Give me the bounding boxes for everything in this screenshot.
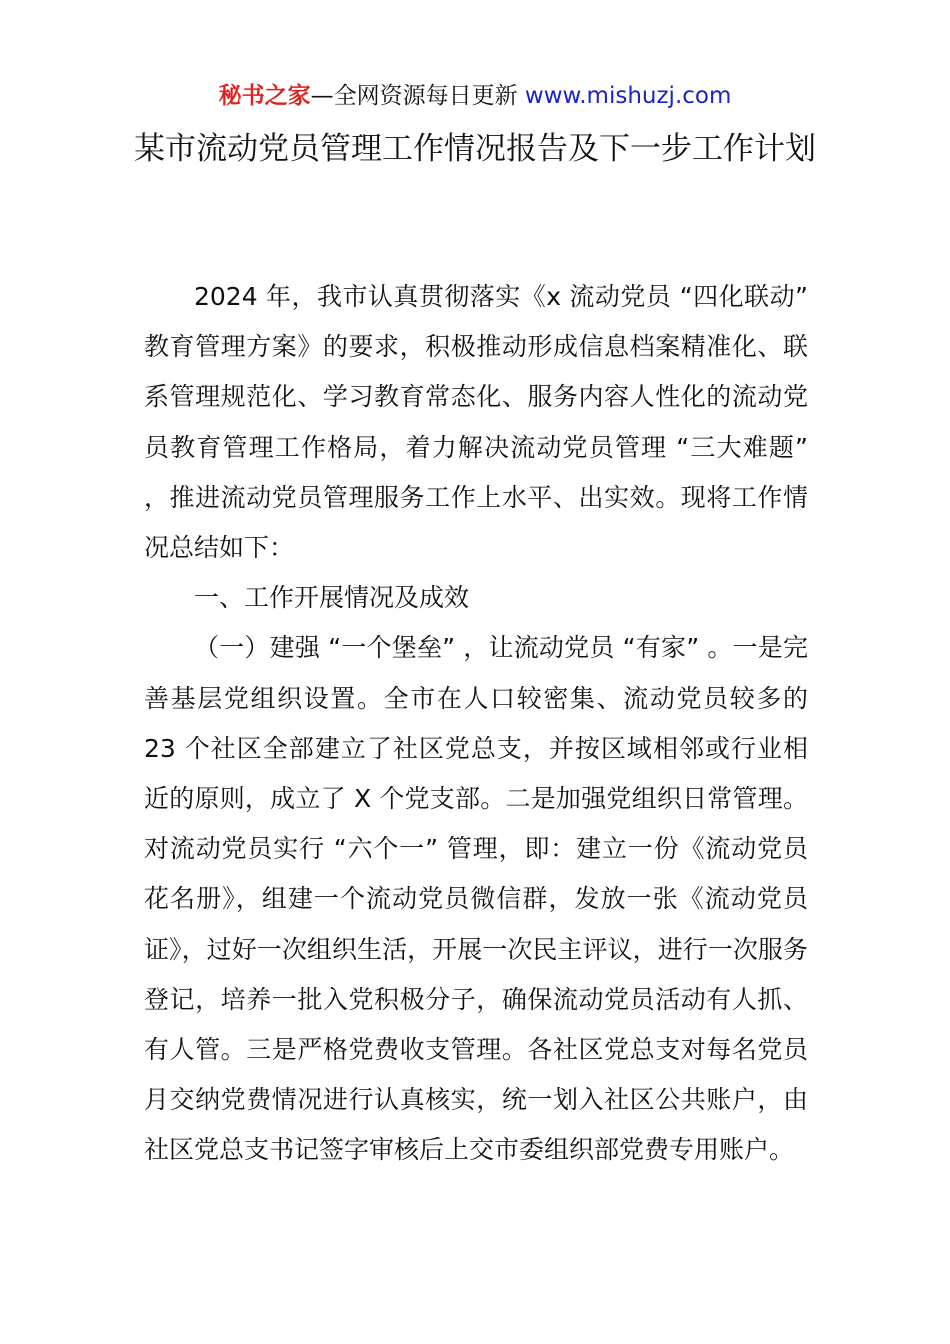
- site-brand: 秘书之家: [218, 83, 311, 109]
- section-heading: 一、工作开展情况及成效: [194, 583, 470, 613]
- site-tagline: —全网资源每日更新: [310, 83, 518, 109]
- document-title: 某市流动党员管理工作情况报告及下一步工作计划: [134, 131, 816, 167]
- body-paragraph: （一）建强 “一个堡垒” ，让流动党员 “有家” 。一是完善基层党组织设置。全市在人口较密集、流动党员较多的 23 个社区全部建立了社区党总支，并按区域相邻或行业相近的原则，成立了 X 个党支部。二是加强党组织日常管理。对流动党员实行 “六个一” 管理，即：建立一份《流动党员花名册》，组建一个流动党员微信群，发放一张《流动党员证》，过好一次组织生活，开展一次民主评议，进行一次服务登记，培养一批入党积极分子，确保流动党员活动有人抓、有人管。三是严格党费收支管理。各社区党总支对每名党员月交纳党费情况进行认真核实，统一划入社区公共账户，由社区党总支书记签字审核后上交市委组织部党费专用账户。: [144, 633, 808, 1165]
- site-url-link[interactable]: www.mishuzj.com: [524, 83, 732, 109]
- document-body: [144, 272, 808, 1176]
- site-header: [0, 80, 950, 112]
- intro-paragraph: 2024 年，我市认真贯彻落实《x 流动党员 “四化联动” 教育管理方案》的要求，积极推动形成信息档案精准化、联系管理规范化、学习教育常态化、服务内容人性化的流动党员教育管理工作格局，着力解决流动党员管理 “三大难题” ，推进流动党员管理服务工作上水平、出实效。现将工作情况总结如下：: [144, 282, 808, 563]
